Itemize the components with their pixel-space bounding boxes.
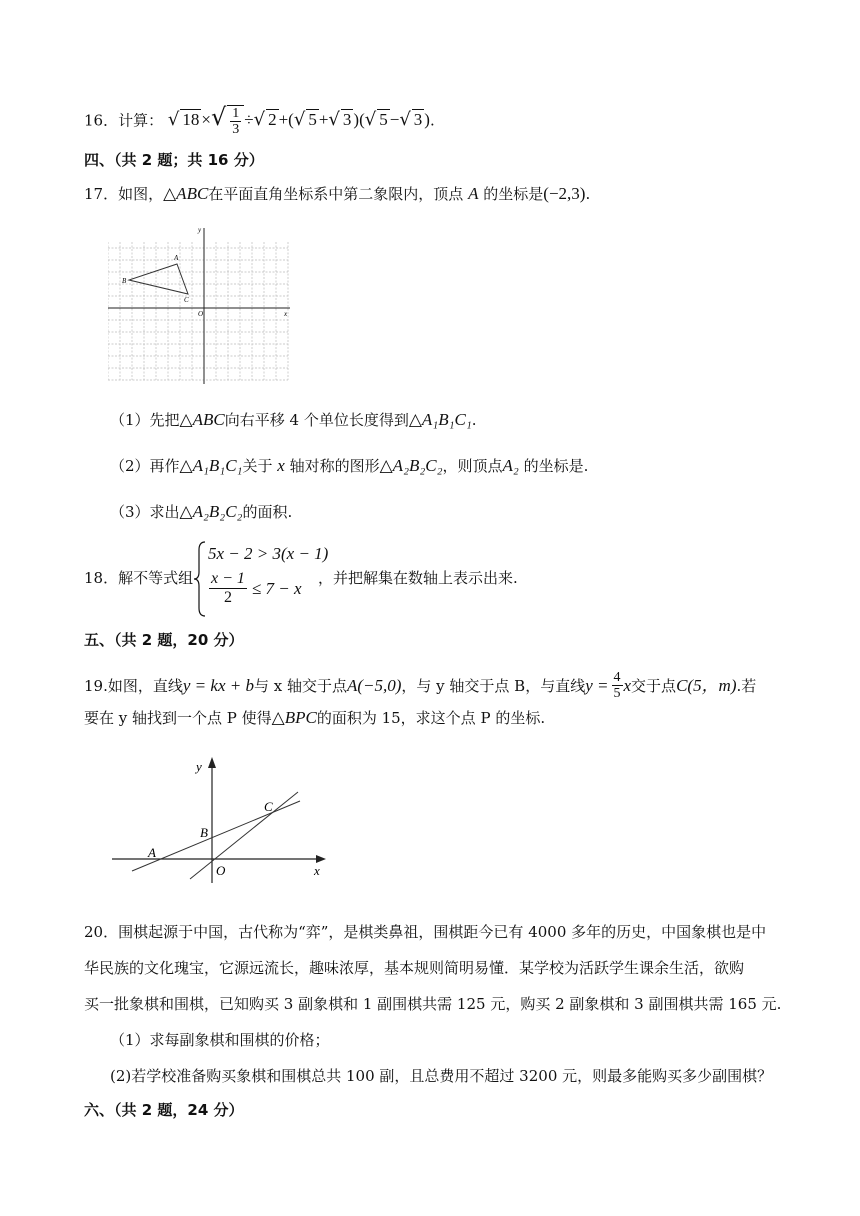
question-label: 计算： bbox=[118, 111, 164, 130]
label-x: x bbox=[284, 310, 288, 318]
question-19-stem: 19. 如图，直线 y = kx + b 与 x 轴交于点 A(−5,0) ，与 y 轴交于点 B，与直线 y = $\frac{4}{5}$ x 交于点 C(5，m) .若 bbox=[84, 670, 757, 701]
label-b: B bbox=[200, 825, 208, 840]
section-6-title: 六、（共 2 题，24 分） bbox=[84, 1101, 244, 1119]
question-number: 16． bbox=[84, 111, 119, 130]
label-o: O bbox=[198, 310, 204, 318]
question-16: 16．计算： √ 18 ×√ $\frac{1}{3}$ ÷√ 2 +(√ 5 +√ 3 )(√ 5 −√ 3 ). bbox=[84, 103, 435, 137]
line-kx-b bbox=[132, 801, 300, 871]
inequality-2: $\frac{x - 1}{2}$ ≤ 7 − x bbox=[211, 570, 302, 606]
q20-sub2: (2)若学校准备购买象棋和围棋总共 100 副，且总费用不超过 3200 元，则最多能购买多少副围棋？ bbox=[110, 1067, 773, 1085]
q18-tail: ，并把解集在数轴上表示出来. bbox=[318, 569, 518, 587]
label-c: C bbox=[184, 296, 189, 304]
q17-sub1: （1）先把△ABC向右平移 4 个单位长度得到△A₁B₁C₁. bbox=[110, 410, 477, 429]
label-y: y bbox=[196, 759, 202, 774]
question-20-line2: 华民族的文化瑰宝，它源远流长，趣味浓厚，基本规则简明易懂．某学校为活跃学生课余生活，欲购 bbox=[84, 959, 745, 977]
q17-sub3: （3）求出△A₂B₂C₂的面积. bbox=[110, 502, 293, 521]
section-4-title: 四、（共 2 题；共 16 分） bbox=[84, 151, 264, 169]
label-x: x bbox=[314, 863, 320, 878]
question-20-line3: 买一批象棋和围棋，已知购买 3 副象棋和 1 副围棋共需 125 元，购买 2 副象棋和 3 副围棋共需 165 元. bbox=[84, 995, 782, 1013]
question-18-label: 18．解不等式组 bbox=[84, 569, 194, 587]
label-y: y bbox=[198, 226, 202, 234]
label-b: B bbox=[122, 277, 127, 285]
system-brace bbox=[193, 540, 207, 618]
q20-sub1: （1）求每副象棋和围棋的价格； bbox=[110, 1031, 330, 1049]
label-c: C bbox=[264, 799, 273, 814]
label-a: A bbox=[148, 845, 156, 860]
q17-sub2: （2）再作△A₁B₁C₁关于 x 轴对称的图形△A₂B₂C₂，则顶点A₂ 的坐标是. bbox=[110, 456, 589, 475]
q17-grid-figure bbox=[108, 224, 294, 386]
question-20-line1: 20．围棋起源于中国，古代称为“弈”，是棋类鼻祖，围棋距今已有 4000 多年的历史，中国象棋也是中 bbox=[84, 923, 767, 941]
label-o: O bbox=[216, 863, 226, 878]
triangle-abc: △ABC bbox=[163, 184, 209, 203]
question-19-line2: 要在 y 轴找到一个点 P 使得△BPC的面积为 15，求这个点 P 的坐标. bbox=[84, 708, 546, 727]
y-axis-arrow bbox=[208, 757, 216, 768]
question-17-stem: 17．如图，△ABC在平面直角坐标系中第二象限内，顶点 A 的坐标是(−2,3). bbox=[84, 184, 591, 203]
q19-figure bbox=[108, 755, 330, 885]
inequality-1: 5x − 2 > 3(x − 1) bbox=[208, 544, 329, 563]
triangle-abc-shape bbox=[129, 264, 188, 294]
section-5-title: 五、（共 2 题，20 分） bbox=[84, 631, 244, 649]
x-axis-arrow bbox=[316, 855, 326, 863]
expression-16: √ 18 ×√ $\frac{1}{3}$ ÷√ 2 +(√ 5 +√ 3 )(√ 5 −√ 3 ) bbox=[167, 103, 430, 137]
coordinate-a: (−2,3) bbox=[543, 184, 586, 203]
label-a: A bbox=[174, 254, 179, 262]
